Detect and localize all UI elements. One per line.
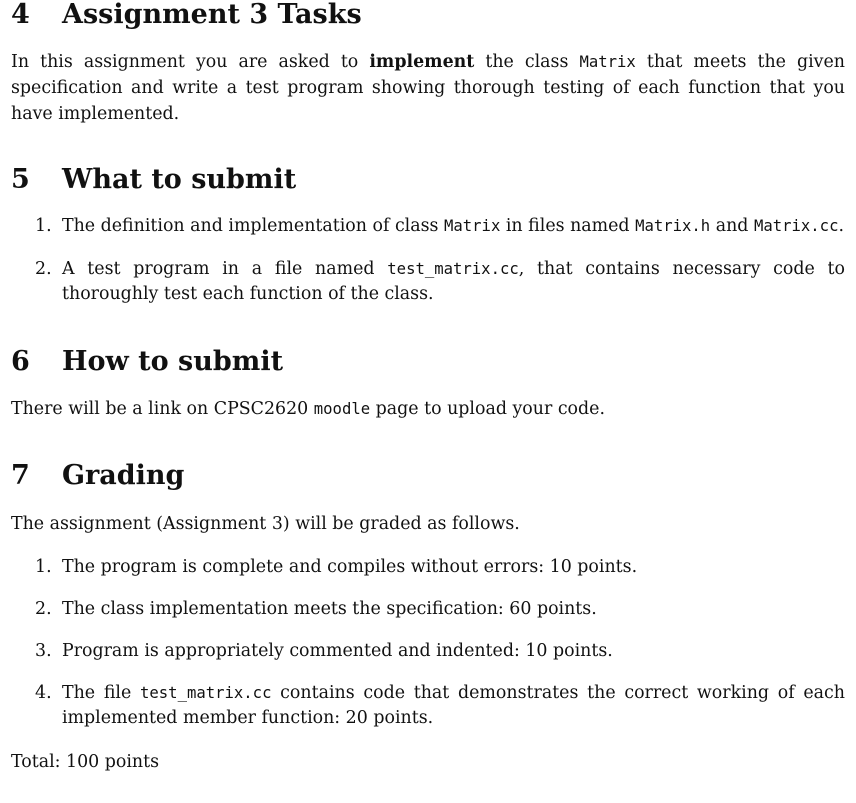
list-item-number: 1. [35, 216, 52, 236]
list-item: 1. The definition and implementation of class Matrix in files named Matrix.h and Matrix.cc. [62, 214, 856, 239]
section-number: 6 [11, 346, 30, 377]
list-item-number: 3. [35, 641, 52, 661]
list-item: 4. The file test_matrix.cc contains code that demonstrates the correct working of each implemented member function: 20 points. [35, 683, 845, 728]
list-item-number: 2. [35, 259, 52, 279]
section-heading-tasks [11, 0, 362, 30]
list-item: 3. Program is appropriately commented and indented: 10 points. [62, 639, 845, 664]
section-heading-grading [11, 461, 184, 491]
list-item-number: 1. [35, 557, 52, 577]
section-title: How to submit [62, 346, 284, 377]
section-heading-what-to-submit [11, 165, 296, 195]
list-item: 2. A test program in a file named test_matrix.cc, that contains necessary code to thoroughly test each function of the class. [35, 259, 845, 304]
section-number: 5 [11, 164, 30, 195]
section-number: 4 [11, 0, 30, 30]
grading-total: Total: 100 points [11, 752, 160, 772]
tasks-paragraph: In this assignment you are asked to implement the class Matrix that meets the given specification and write a test program showing thorough testing of each function that you have implemented. [11, 52, 845, 124]
list-item-number: 2. [35, 599, 52, 619]
list-item-number: 4. [35, 683, 52, 703]
section-title: Grading [62, 460, 185, 491]
section-number: 7 [11, 460, 30, 491]
bold-implement: implement [369, 52, 475, 72]
section-title: What to submit [62, 164, 297, 195]
code-matrix: Matrix [579, 53, 636, 71]
how-paragraph: There will be a link on CPSC2620 moodle page to upload your code. [11, 399, 605, 419]
section-title: Assignment 3 Tasks [62, 0, 362, 30]
grading-intro: The assignment (Assignment 3) will be graded as follows. [11, 514, 520, 534]
section-heading-how-to-submit [11, 347, 283, 377]
list-item: 2. The class implementation meets the specification: 60 points. [62, 597, 845, 622]
list-item: 1. The program is complete and compiles without errors: 10 points. [62, 555, 845, 580]
